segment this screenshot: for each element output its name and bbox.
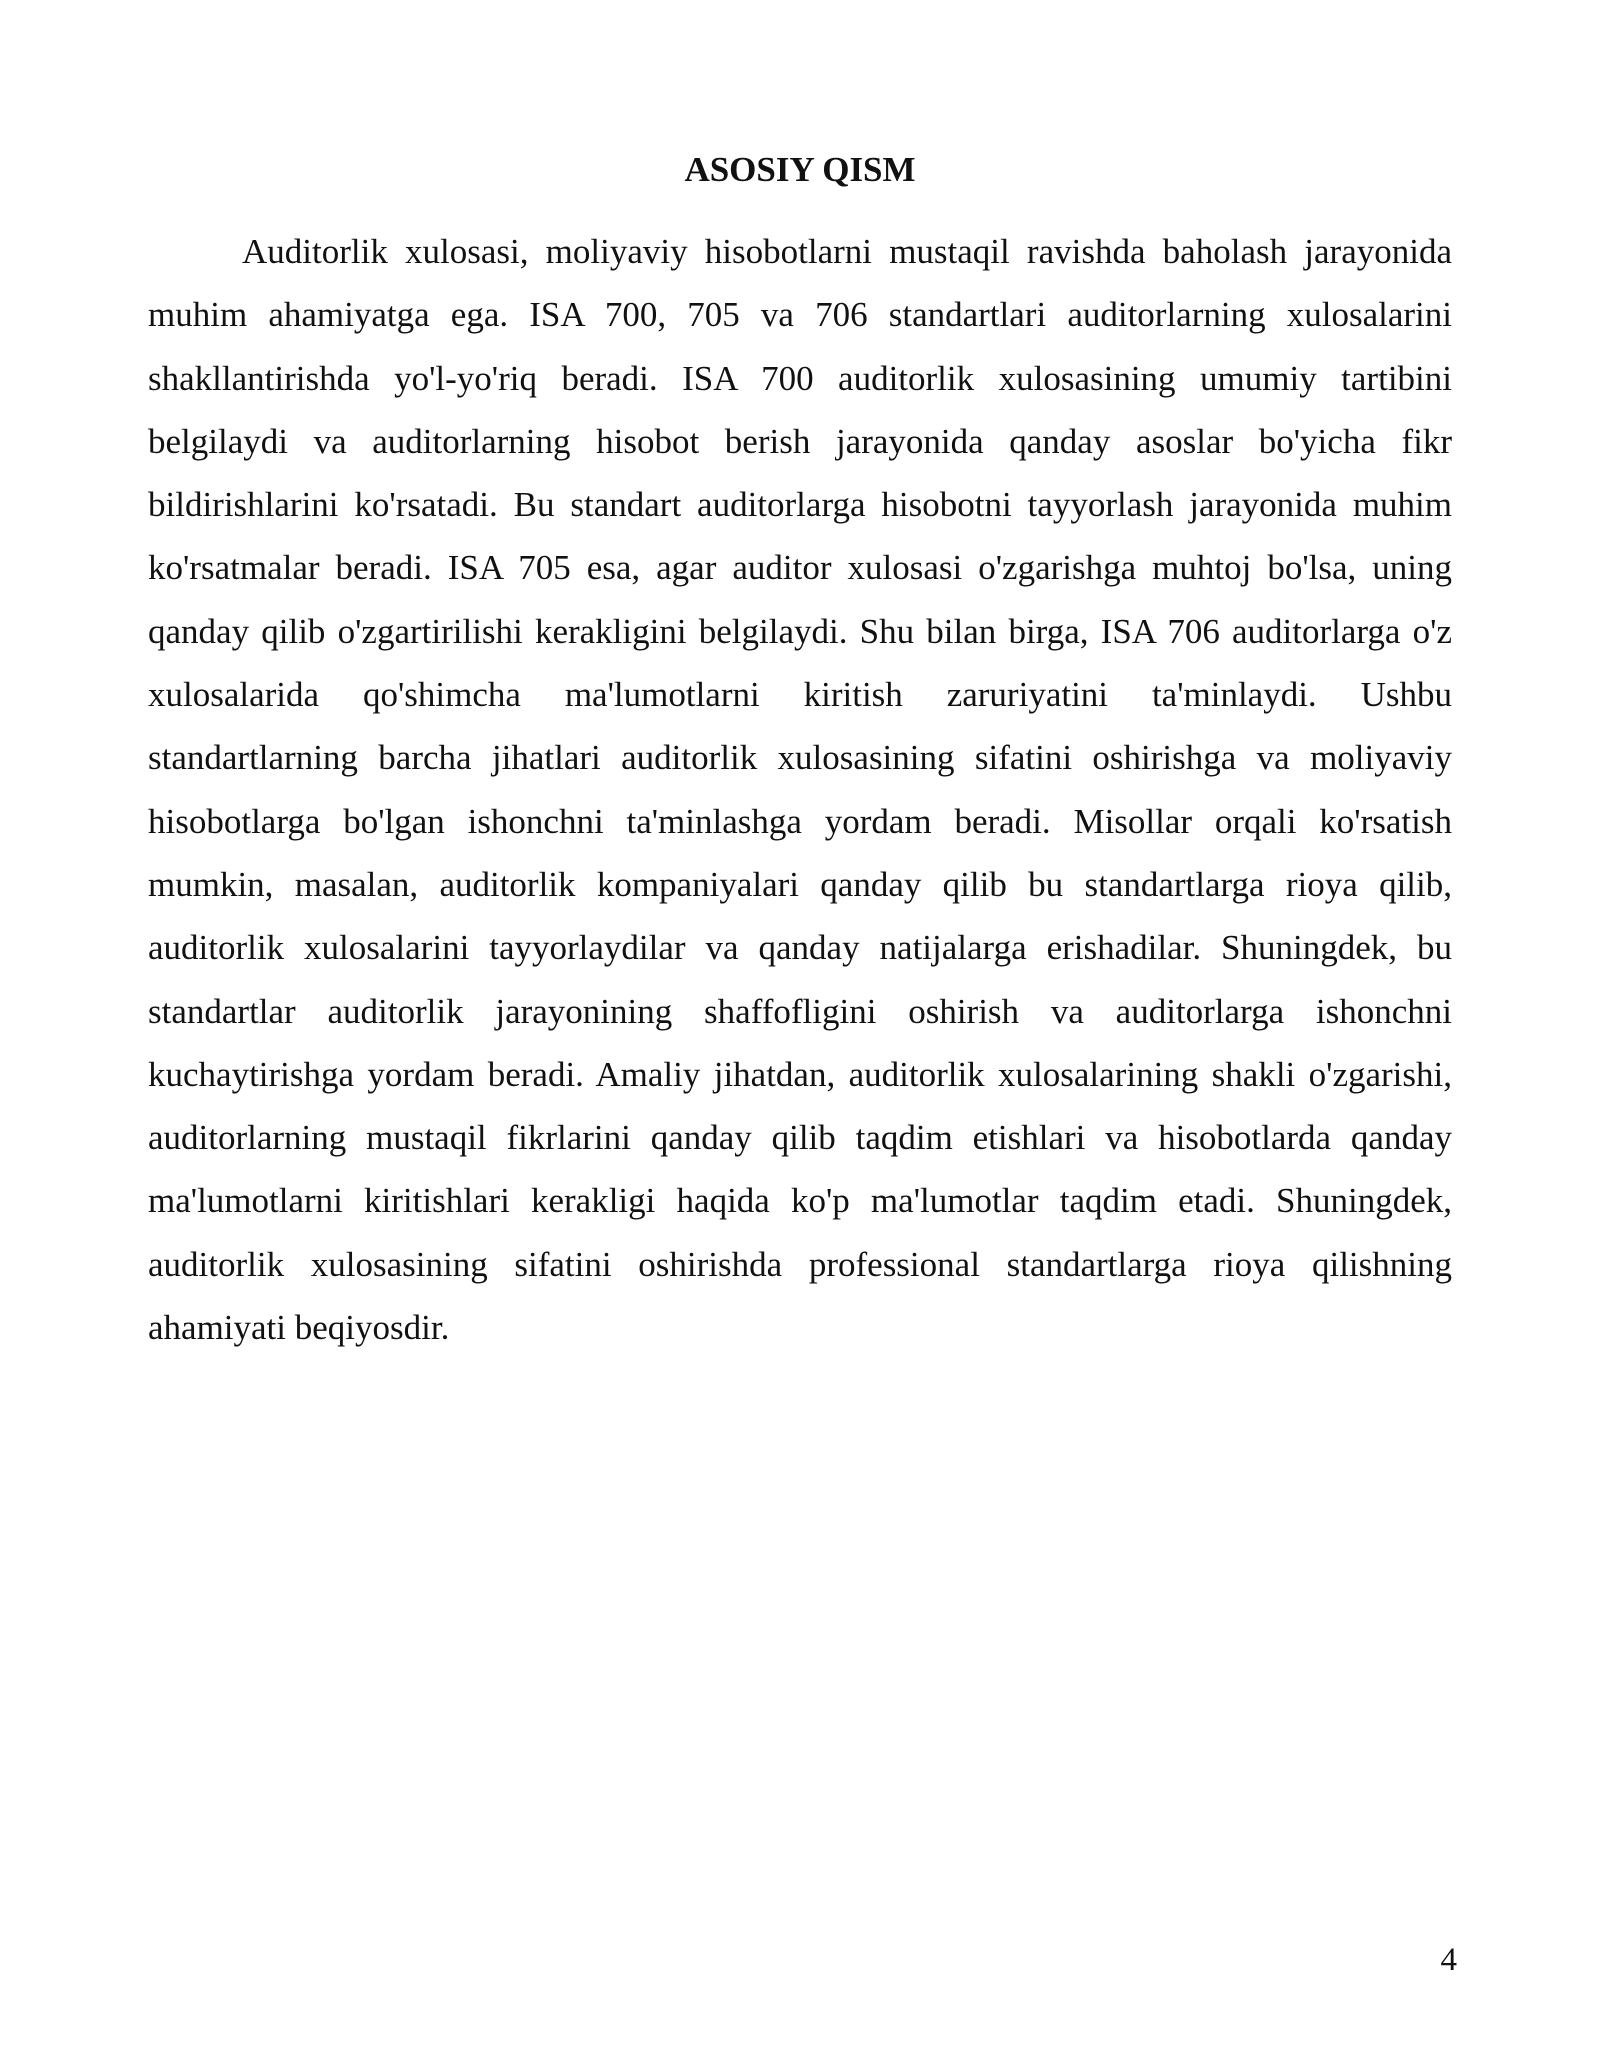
section-heading: ASOSIY QISM: [684, 150, 916, 189]
body-paragraph: Auditorlik xulosasi, moliyaviy hisobotlarni mustaqil ravishda baholash jarayonida muhim ahamiyatga ega. ISA 700, 705 va 706 standartlari auditorlarning xulosalarini shakllantirishda yo'l-yo'riq beradi. ISA 700 auditorlik xulosasining umumiy tartibini belgilaydi va auditorlarning hisobot berish jarayonida qanday asoslar bo'yicha fikr bildirishlarini ko'rsatadi. Bu standart auditorlarga hisobotni tayyorlash jarayonida muhim ko'rsatmalar beradi. ISA 705 esa, agar auditor xulosasi o'zgarishga muhtoj bo'lsa, uning qanday qilib o'zgartirilishi kerakligini belgilaydi. Shu bilan birga, ISA 706 auditorlarga o'z xulosalarida qo'shimcha ma'lumotlarni kiritish zaruriyatini ta'minlaydi. Ushbu standartlarning barcha jihatlari auditorlik xulosasining sifatini oshirishga va moliyaviy hisobotlarga bo'lgan ishonchni ta'minlashga yordam beradi. Misollar orqali ko'rsatish mumkin, masalan, auditorlik kompaniyalari qanday qilib bu standartlarga rioya qilib, auditorlik xulosalarini tayyorlaydilar va qanday natijalarga erishadilar. Shuningdek, bu standartlar auditorlik jarayonining shaffofligini oshirish va auditorlarga ishonchni kuchaytirishga yordam beradi. Amaliy jihatdan, auditorlik xulosalarining shakli o'zgarishi, auditorlarning mustaqil fikrlarini qanday qilib taqdim etishlari va hisobotlarda qanday ma'lumotlarni kiritishlari kerakligi haqida ko'p ma'lumotlar taqdim etadi. Shuningdek, auditorlik xulosasining sifatini oshirishda professional standartlarga rioya qilishning ahamiyati beqiyosdir.: [148, 232, 1452, 1348]
page-number: 4: [1440, 1942, 1457, 1978]
